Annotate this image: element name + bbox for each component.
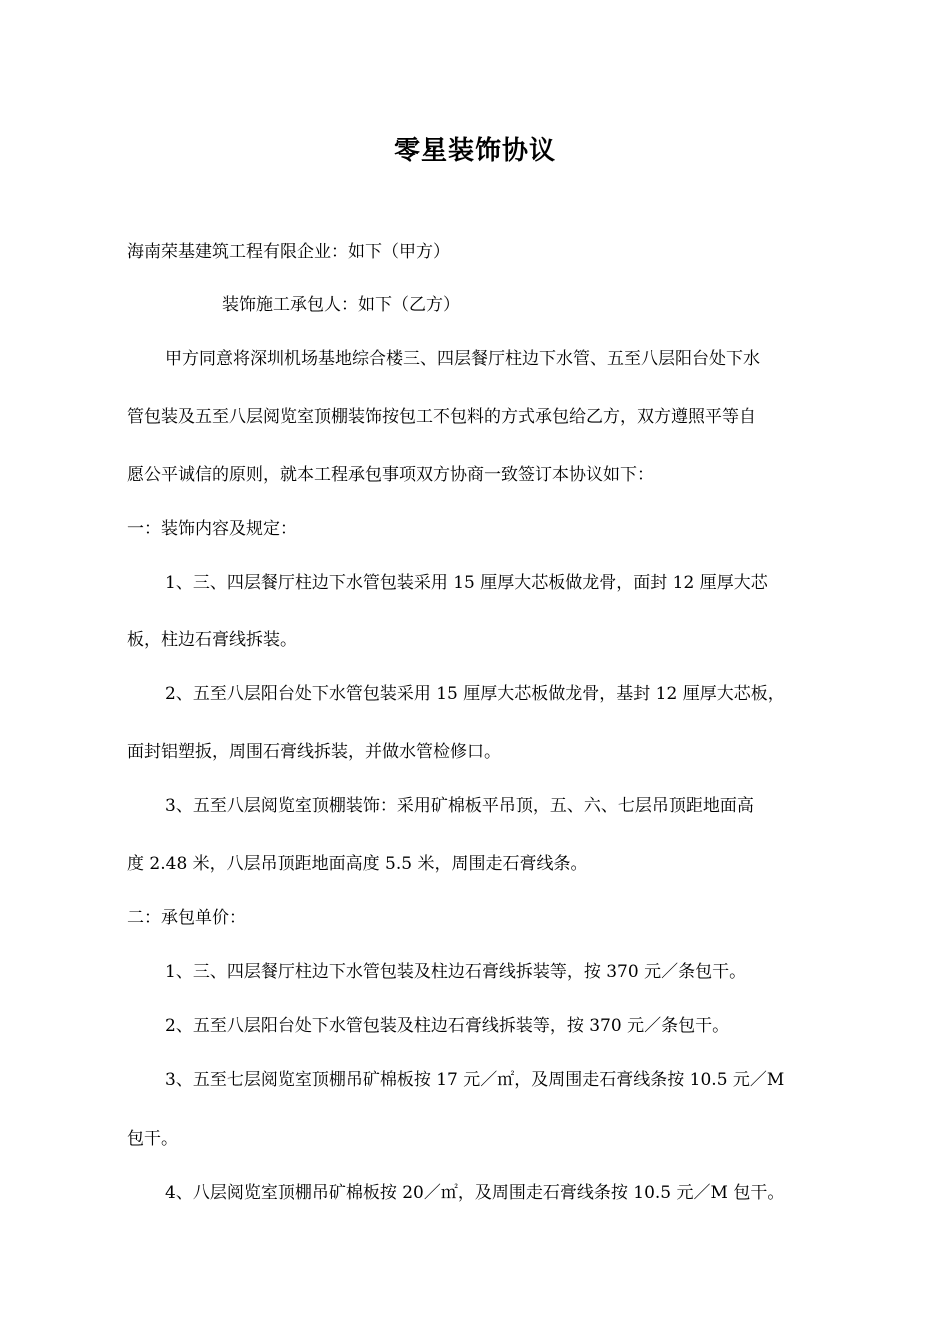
section1-item-2-line-1: 2、五至八层阳台处下水管包装采用 15 厘厚大芯板做龙骨，基封 12 厘厚大芯板，: [165, 684, 785, 704]
section2-item-3-line-2: 包干。: [127, 1129, 178, 1149]
section1-item-3-line-1: 3、五至八层阅览室顶棚装饰：采用矿棉板平吊顶，五、六、七层吊顶距地面高: [165, 796, 754, 816]
section2-heading: 二：承包单价：: [127, 908, 246, 928]
intro-line-1: 甲方同意将深圳机场基地综合楼三、四层餐厅柱边下水管、五至八层阳台处下水: [165, 349, 760, 369]
intro-line-2: 管包装及五至八层阅览室顶棚装饰按包工不包料的方式承包给乙方，双方遵照平等自: [127, 407, 756, 427]
section2-item-4: 4、八层阅览室顶棚吊矿棉板按 20／㎡，及周围走石膏线条按 10.5 元／M 包干。: [165, 1183, 785, 1203]
party-b-line: 装饰施工承包人：如下（乙方）: [222, 295, 460, 315]
section1-item-2-line-2: 面封铝塑扳，周围石膏线拆装，并做水管检修口。: [127, 742, 501, 762]
section1-item-3-line-2: 度 2.48 米，八层吊顶距地面高度 5.5 米，周围走石膏线条。: [127, 854, 588, 874]
party-a-line: 海南荣基建筑工程有限企业：如下（甲方）: [127, 242, 450, 262]
document-title: 零星装饰协议: [393, 136, 556, 166]
section1-heading: 一：装饰内容及规定：: [127, 519, 297, 539]
section2-item-1: 1、三、四层餐厅柱边下水管包装及柱边石膏线拆装等，按 370 元／条包干。: [165, 962, 747, 982]
section1-item-1-line-2: 板，柱边石膏线拆装。: [127, 630, 297, 650]
section2-item-3-line-1: 3、五至七层阅览室顶棚吊矿棉板按 17 元／㎡，及周围走石膏线条按 10.5 元／M: [165, 1070, 785, 1090]
intro-line-3: 愿公平诚信的原则，就本工程承包事项双方协商一致签订本协议如下：: [127, 465, 654, 485]
section2-item-2: 2、五至八层阳台处下水管包装及柱边石膏线拆装等，按 370 元／条包干。: [165, 1016, 730, 1036]
section1-item-1-line-1: 1、三、四层餐厅柱边下水管包装采用 15 厘厚大芯板做龙骨，面封 12 厘厚大芯: [165, 573, 768, 593]
